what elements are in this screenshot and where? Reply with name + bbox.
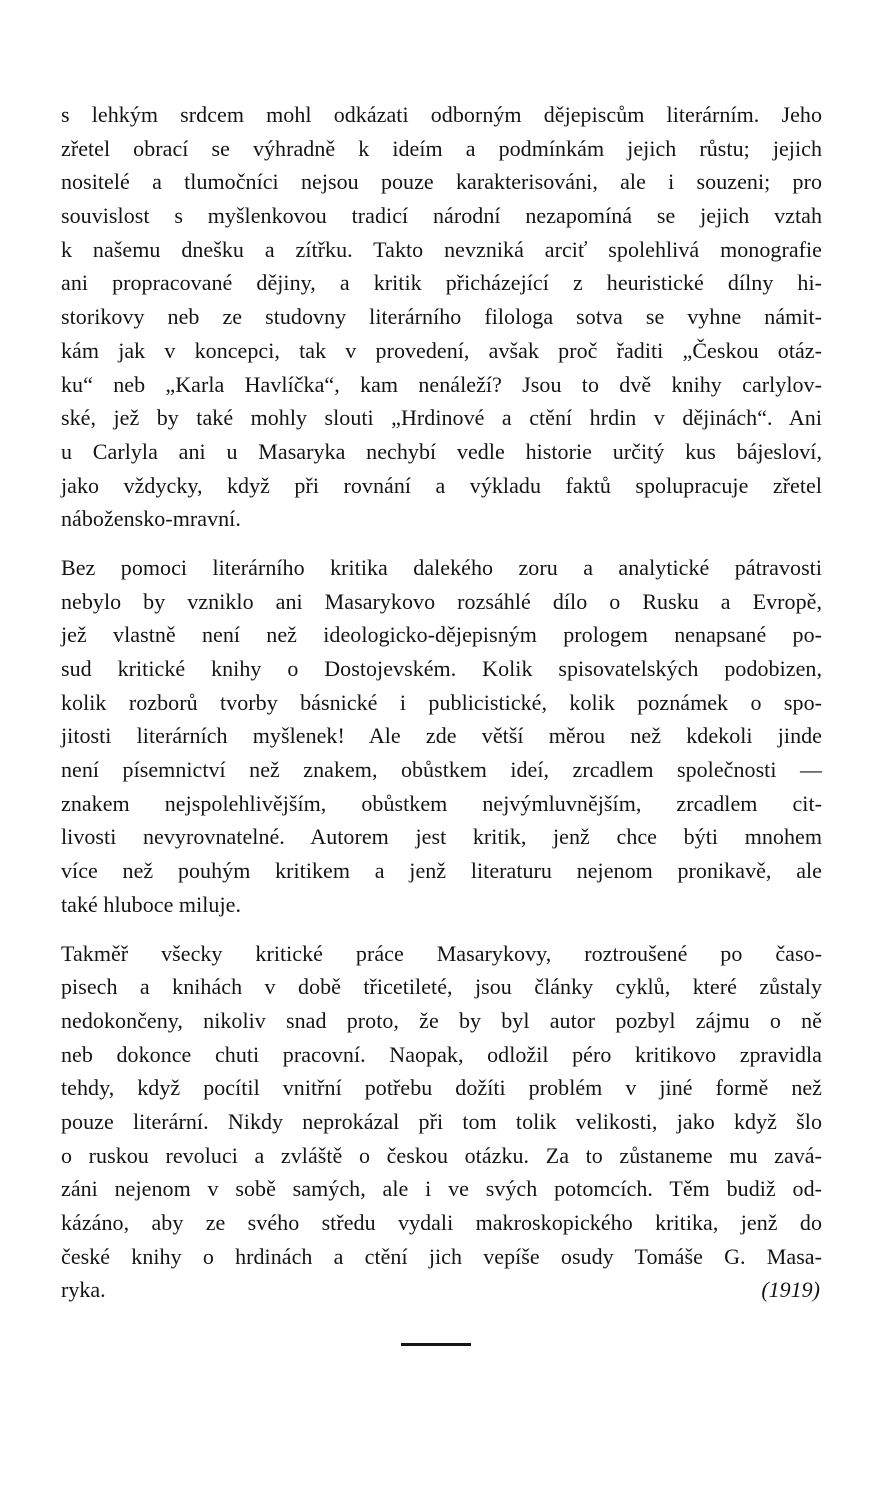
year-note: (1919) [761,1277,820,1303]
text-line: ku“ neb „Karla Havlíčka“, kam nenáleží? Jsou to dvě knihy carlylov- [61,371,822,397]
paragraph-spacer [61,922,822,937]
text-line: ské, jež by také mohly slouti „Hrdinové a ctění hrdin v dějinách“. Ani [61,405,822,431]
text-line: Takměř všecky kritické práce Masarykovy, roztroušené po časo- [61,940,822,966]
end-rule-divider [401,1343,471,1346]
text-line: k našemu dnešku a zítřku. Takto nevzniká arciť spolehlivá monografie [61,236,822,262]
text-line: storikovy neb ze studovny literárního filologa sotva se vyhne námit- [61,304,822,330]
text-line: více než pouhým kritikem a jenž literaturu nejenom pronikavě, ale [61,858,822,884]
text-line: není písemnictví než znakem, obůstkem ideí, zrcadlem společnosti — [61,757,822,783]
text-line: ani propracované dějiny, a kritik přicházející z heuristické dílny hi- [61,270,822,296]
text-line: u Carlyla ani u Masaryka nechybí vedle historie určitý kus bájesloví, [61,438,822,464]
text-line: záni nejenom v sobě samých, ale i ve svých potomcích. Těm budiž od- [61,1176,822,1202]
text-line: o ruskou revoluci a zvláště o českou otázku. Za to zůstaneme mu zavá- [61,1142,822,1168]
text-line: jako vždycky, když při rovnání a výkladu faktů spolupracuje zřetel [61,472,822,498]
text-line: souvislost s myšlenkovou tradicí národní nezapomíná se jejich vztah [61,203,822,229]
text-line: nábožensko-mravní. [61,506,241,532]
text-line: nositelé a tlumočníci nejsou pouze karakterisováni, ale i souzeni; pro [61,169,822,195]
paragraph-3 [61,937,822,1308]
text-line: nedokončeny, nikoliv snad proto, že by byl autor pozbyl zájmu o ně [61,1007,822,1033]
closing-line [61,1273,822,1307]
text-line: pisech a knihách v době třicetileté, jsou články cyklů, které zůstaly [61,974,822,1000]
body-text [61,98,822,1307]
paragraph-1 [61,98,822,536]
text-line: kolik rozborů tvorby básnické i publicistické, kolik poznámek o spo- [61,689,822,715]
text-line: livosti nevyrovnatelné. Autorem jest kritik, jenž chce býti mnohem [61,824,822,850]
text-line: pouze literární. Nikdy neprokázal při tom tolik velikosti, jako když šlo [61,1108,822,1134]
paragraph-2 [61,551,822,922]
text-line: jež vlastně není než ideologicko-dějepisným prologem nenapsané po- [61,622,822,648]
text-line: kázáno, aby ze svého středu vydali makroskopického kritika, jenž do [61,1210,822,1235]
paragraph-spacer [61,536,822,551]
final-word: ryka. [61,1277,106,1303]
text-line: zřetel obrací se výhradně k ideím a podmínkám jejich růstu; jejich [61,135,822,161]
text-line: kám jak v koncepci, tak v provedení, avšak proč řaditi „Českou otáz- [61,337,822,363]
text-line: s lehkým srdcem mohl odkázati odborným dějepiscům literárním. Jeho [61,102,822,127]
text-line: neb dokonce chuti pracovní. Naopak, odložil péro kritikovo zpravidla [61,1041,822,1067]
text-line: nebylo by vzniklo ani Masarykovo rozsáhlé dílo o Rusku a Evropě, [61,588,822,614]
text-line: Bez pomoci literárního kritika dalekého zoru a analytické pátravosti [61,554,822,580]
text-line: tehdy, když pocítil vnitřní potřebu dožíti problém v jiné formě než [61,1075,822,1101]
text-line: také hluboce miluje. [61,891,241,917]
text-line: znakem nejspolehlivějším, obůstkem nejvýmluvnějším, zrcadlem cit- [61,790,822,816]
text-line: sud kritické knihy o Dostojevském. Kolik spisovatelských podobizen, [61,656,822,681]
text-line: české knihy o hrdinách a ctění jich vepíše osudy Tomáše G. Masa- [61,1243,822,1269]
text-line: jitosti literárních myšlenek! Ale zde větší měrou než kdekoli jinde [61,723,822,749]
